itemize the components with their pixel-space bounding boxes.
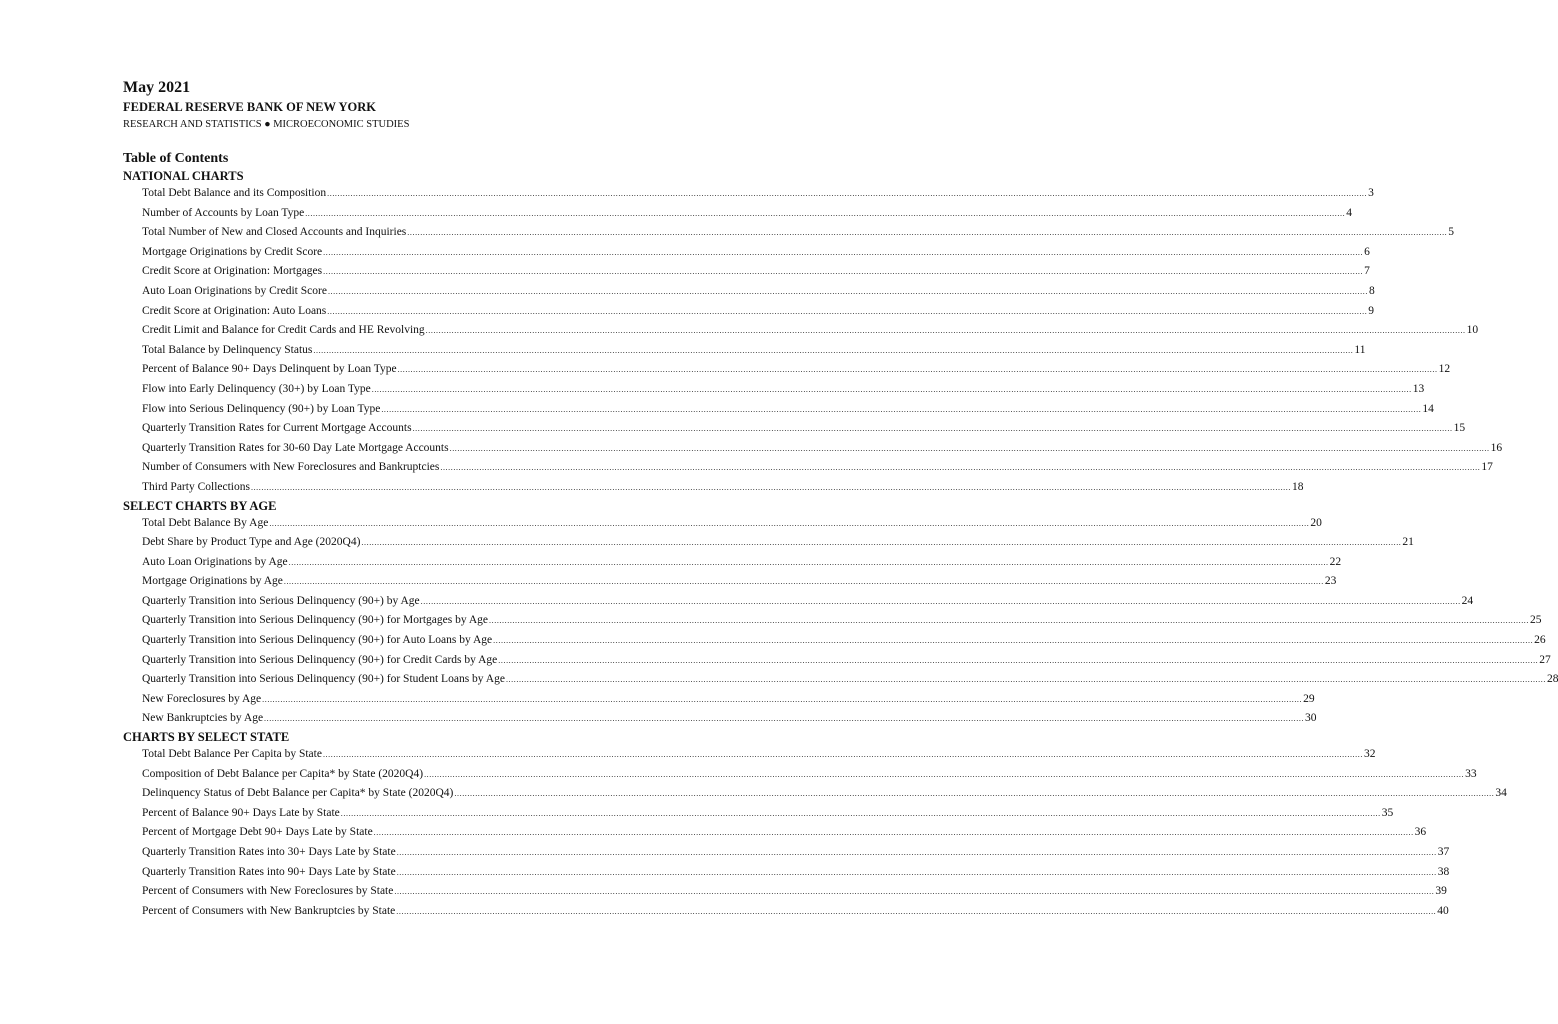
toc-page-number: 3 [1368, 187, 1374, 199]
toc-entry[interactable] [123, 843, 1450, 863]
toc-entry-title: New Bankruptcies by Age [142, 712, 264, 725]
dot-leader: ................................................................................................................................................................................................................................................................................................................................................................................................................ [327, 189, 1368, 198]
toc-page-number: 15 [1453, 422, 1466, 435]
toc-entry[interactable] [123, 823, 1427, 843]
toc-entry[interactable] [123, 745, 1376, 765]
dot-leader: ................................................................................................................................................................................................................................................................................................................................................................................................................ [361, 538, 1402, 548]
dot-leader: ................................................................................................................................................................................................................................................................................................................................................................................................................ [396, 906, 1437, 916]
toc-entry[interactable] [123, 514, 1322, 534]
toc-page-number: 14 [1422, 402, 1434, 415]
toc-page-number: 32 [1363, 748, 1376, 761]
toc-section-heading: CHARTS BY SELECT STATE [123, 730, 290, 745]
toc-entry-title: Quarterly Transition into Serious Delinquency (90+) for Credit Cards by Age [142, 653, 498, 666]
toc-entry-title: Quarterly Transition Rates into 90+ Days Late by State [142, 865, 396, 878]
toc-entry[interactable] [123, 184, 1374, 204]
toc-entry-title: Number of Accounts by Loan Type [142, 206, 305, 219]
toc-page-number: 38 [1437, 865, 1450, 878]
document-page [123, 78, 1558, 921]
toc-entry[interactable] [123, 882, 1447, 902]
toc-entry-title: Number of Consumers with New Foreclosures and Bankruptcies [142, 461, 440, 474]
toc-entry[interactable] [123, 302, 1375, 322]
toc-entry[interactable] [123, 439, 1503, 459]
toc-page-number: 7 [1364, 265, 1370, 278]
toc-page-number: 40 [1437, 904, 1449, 917]
toc-title: Table of Contents [123, 151, 229, 166]
toc-entry-title: Quarterly Transition Rates for 30-60 Day Late Mortgage Accounts [142, 441, 449, 454]
toc-page-number: 22 [1329, 555, 1342, 568]
toc-entry-title: Mortgage Originations by Credit Score [142, 245, 323, 258]
toc-page-number: 6 [1364, 245, 1370, 258]
toc-page-number: 33 [1465, 767, 1477, 780]
toc-entry[interactable] [123, 863, 1450, 883]
dot-leader: ................................................................................................................................................................................................................................................................................................................................................................................................................ [288, 557, 1329, 567]
toc-entry[interactable] [123, 784, 1507, 804]
dot-leader: ................................................................................................................................................................................................................................................................................................................................................................................................................ [269, 518, 1310, 528]
toc-entry-title: Auto Loan Originations by Age [142, 555, 288, 568]
dot-leader: ................................................................................................................................................................................................................................................................................................................................................................................................................ [420, 596, 1461, 606]
toc-section-heading: SELECT CHARTS BY AGE [123, 498, 277, 513]
toc-section-heading: NATIONAL CHARTS [123, 169, 244, 183]
organization-name: FEDERAL RESERVE BANK OF NEW YORK [123, 100, 376, 114]
toc-page-number: 8 [1368, 284, 1375, 297]
toc-entry-title: Percent of Mortgage Debt 90+ Days Late by State [142, 826, 373, 839]
department-name: RESEARCH AND STATISTICS ● MICROECONOMIC STUDIES [123, 119, 410, 130]
toc-entry[interactable] [123, 223, 1455, 243]
toc-entry[interactable] [123, 631, 1546, 651]
toc-page-number: 18 [1291, 480, 1304, 493]
toc-entry-title: Third Party Collections [142, 480, 250, 493]
toc-entry[interactable] [123, 670, 1558, 690]
report-date: May 2021 [123, 79, 191, 96]
toc-entry-title: Debt Share by Product Type and Age (2020Q4) [142, 536, 361, 549]
toc-page-number: 10 [1466, 324, 1479, 337]
toc-page-number: 29 [1303, 692, 1315, 705]
dot-leader: ................................................................................................................................................................................................................................................................................................................................................................................................................ [449, 443, 1490, 453]
dot-leader: ................................................................................................................................................................................................................................................................................................................................................................................................................ [396, 848, 1437, 857]
toc-entry-title: Auto Loan Originations by Credit Score [142, 284, 327, 297]
toc-entry[interactable] [123, 458, 1493, 478]
toc-entry[interactable] [123, 804, 1394, 824]
toc-page-number: 36 [1414, 826, 1427, 839]
toc-entry[interactable] [123, 262, 1370, 282]
toc-entry-title: Quarterly Transition into Serious Delinquency (90+) for Auto Loans by Age [142, 634, 493, 647]
toc-entry[interactable] [123, 400, 1434, 420]
dot-leader: ................................................................................................................................................................................................................................................................................................................................................................................................................ [498, 655, 1539, 665]
toc-entry-title: Quarterly Transition into Serious Delinquency (90+) for Mortgages by Age [142, 614, 489, 627]
toc-page-number: 17 [1481, 461, 1493, 474]
dot-leader: ................................................................................................................................................................................................................................................................................................................................................................................................................ [396, 867, 1437, 877]
toc-entry[interactable] [123, 282, 1375, 302]
dot-leader: ................................................................................................................................................................................................................................................................................................................................................................................................................ [283, 577, 1324, 587]
dot-leader: ................................................................................................................................................................................................................................................................................................................................................................................................................ [397, 365, 1438, 375]
toc-entry[interactable] [123, 572, 1337, 592]
toc-entry-title: Quarterly Transition Rates into 30+ Days Late by State [142, 846, 396, 858]
toc-entry[interactable] [123, 478, 1304, 498]
toc-page-number: 9 [1368, 304, 1375, 317]
dot-leader: ................................................................................................................................................................................................................................................................................................................................................................................................................ [340, 808, 1381, 818]
toc-page-number: 5 [1448, 226, 1455, 239]
toc-section-list [123, 745, 1507, 921]
toc-page-number: 37 [1437, 846, 1450, 858]
dot-leader: ................................................................................................................................................................................................................................................................................................................................................................................................................ [489, 616, 1530, 626]
toc-entry-title: Total Number of New and Closed Accounts and Inquiries [142, 226, 407, 239]
dot-leader: ................................................................................................................................................................................................................................................................................................................................................................................................................ [373, 828, 1414, 838]
toc-entry-title: Quarterly Transition into Serious Delinquency (90+) for Student Loans by Age [142, 673, 505, 686]
toc-entry[interactable] [123, 690, 1315, 710]
toc-entry[interactable] [123, 204, 1352, 224]
toc-entry-title: Flow into Serious Delinquency (90+) by Loan Type [142, 402, 381, 415]
toc-entry[interactable] [123, 419, 1466, 439]
dot-leader: ................................................................................................................................................................................................................................................................................................................................................................................................................ [407, 228, 1448, 238]
toc-entry-title: Credit Score at Origination: Mortgages [142, 265, 323, 278]
toc-entry-title: Flow into Early Delinquency (30+) by Loan Type [142, 382, 371, 395]
toc-entry[interactable] [123, 765, 1477, 785]
toc-entry[interactable] [123, 611, 1542, 631]
dot-leader: ................................................................................................................................................................................................................................................................................................................................................................................................................ [305, 208, 1346, 218]
dot-leader: ................................................................................................................................................................................................................................................................................................................................................................................................................ [262, 694, 1303, 704]
toc-entry-title: New Foreclosures by Age [142, 692, 262, 705]
toc-page-number: 34 [1495, 787, 1507, 800]
dot-leader: ................................................................................................................................................................................................................................................................................................................................................................................................................ [327, 306, 1368, 316]
toc-entry-title: Credit Score at Origination: Auto Loans [142, 304, 327, 317]
dot-leader: ................................................................................................................................................................................................................................................................................................................................................................................................................ [250, 482, 1291, 492]
toc-page-number: 4 [1346, 206, 1352, 219]
toc-entry[interactable] [123, 533, 1414, 553]
toc-entry[interactable] [123, 341, 1366, 361]
dot-leader: ................................................................................................................................................................................................................................................................................................................................................................................................................ [394, 887, 1435, 897]
toc-entry-title: Percent of Consumers with New Bankruptcies by State [142, 904, 396, 917]
toc-page-number: 35 [1381, 806, 1394, 819]
dot-leader: ................................................................................................................................................................................................................................................................................................................................................................................................................ [424, 769, 1465, 779]
toc-section-list [123, 184, 1503, 498]
toc-page-number: 23 [1324, 575, 1337, 588]
dot-leader: ................................................................................................................................................................................................................................................................................................................................................................................................................ [323, 267, 1364, 277]
toc-page-number: 30 [1305, 712, 1317, 725]
toc-page-number: 24 [1461, 594, 1474, 607]
dot-leader: ................................................................................................................................................................................................................................................................................................................................................................................................................ [264, 714, 1305, 724]
toc-entry[interactable] [123, 243, 1370, 263]
toc-entry-title: Percent of Balance 90+ Days Late by State [142, 806, 340, 819]
toc-entry-title: Percent of Balance 90+ Days Delinquent by Loan Type [142, 363, 397, 376]
toc-entry-title: Mortgage Originations by Age [142, 575, 283, 588]
dot-leader: ................................................................................................................................................................................................................................................................................................................................................................................................................ [493, 636, 1534, 646]
toc-page-number: 25 [1530, 614, 1542, 627]
toc-page-number: 13 [1412, 382, 1425, 395]
toc-entry-title: Total Balance by Delinquency Status [142, 343, 313, 356]
toc-entry-title: Total Debt Balance By Age [142, 516, 269, 529]
dot-leader: ................................................................................................................................................................................................................................................................................................................................................................................................................ [323, 247, 1364, 257]
toc-section-list [123, 514, 1558, 730]
dot-leader: ................................................................................................................................................................................................................................................................................................................................................................................................................ [371, 384, 1412, 394]
toc-entry-title: Credit Limit and Balance for Credit Cards and HE Revolving [142, 324, 425, 337]
toc-page-number: 26 [1534, 634, 1546, 647]
toc-entry-title: Quarterly Transition Rates for Current Mortgage Accounts [142, 422, 412, 435]
toc-entry-title: Total Debt Balance Per Capita by State [142, 748, 322, 761]
table-of-contents [123, 168, 1558, 921]
toc-entry[interactable] [123, 360, 1451, 380]
toc-entry-title: Total Debt Balance and its Composition [142, 187, 327, 199]
toc-page-number: 28 [1546, 673, 1558, 686]
dot-leader: ................................................................................................................................................................................................................................................................................................................................................................................................................ [313, 345, 1354, 355]
toc-entry-title: Percent of Consumers with New Foreclosures by State [142, 885, 394, 898]
toc-entry[interactable] [123, 553, 1342, 573]
toc-entry-title: Delinquency Status of Debt Balance per Capita* by State (2020Q4) [142, 787, 454, 800]
dot-leader: ................................................................................................................................................................................................................................................................................................................................................................................................................ [322, 750, 1363, 760]
toc-entry[interactable] [123, 321, 1479, 341]
toc-entry[interactable] [123, 380, 1425, 400]
toc-page-number: 21 [1402, 536, 1414, 549]
toc-page-number: 12 [1438, 363, 1451, 376]
dot-leader: ................................................................................................................................................................................................................................................................................................................................................................................................................ [327, 286, 1368, 296]
toc-entry-title: Quarterly Transition into Serious Delinquency (90+) by Age [142, 594, 420, 607]
toc-entry[interactable] [123, 709, 1317, 729]
dot-leader: ................................................................................................................................................................................................................................................................................................................................................................................................................ [425, 326, 1466, 336]
toc-page-number: 27 [1539, 653, 1551, 666]
toc-entry[interactable] [123, 902, 1449, 922]
dot-leader: ................................................................................................................................................................................................................................................................................................................................................................................................................ [440, 463, 1481, 473]
dot-leader: ................................................................................................................................................................................................................................................................................................................................................................................................................ [381, 404, 1422, 414]
toc-page-number: 16 [1490, 441, 1503, 454]
dot-leader: ................................................................................................................................................................................................................................................................................................................................................................................................................ [505, 675, 1546, 685]
toc-entry[interactable] [123, 592, 1474, 612]
dot-leader: ................................................................................................................................................................................................................................................................................................................................................................................................................ [412, 424, 1453, 434]
toc-entry[interactable] [123, 651, 1551, 671]
dot-leader: ................................................................................................................................................................................................................................................................................................................................................................................................................ [454, 789, 1495, 799]
toc-entry-title: Composition of Debt Balance per Capita* by State (2020Q4) [142, 767, 424, 780]
toc-page-number: 11 [1354, 343, 1366, 356]
toc-page-number: 39 [1435, 885, 1447, 898]
toc-page-number: 20 [1310, 516, 1322, 529]
